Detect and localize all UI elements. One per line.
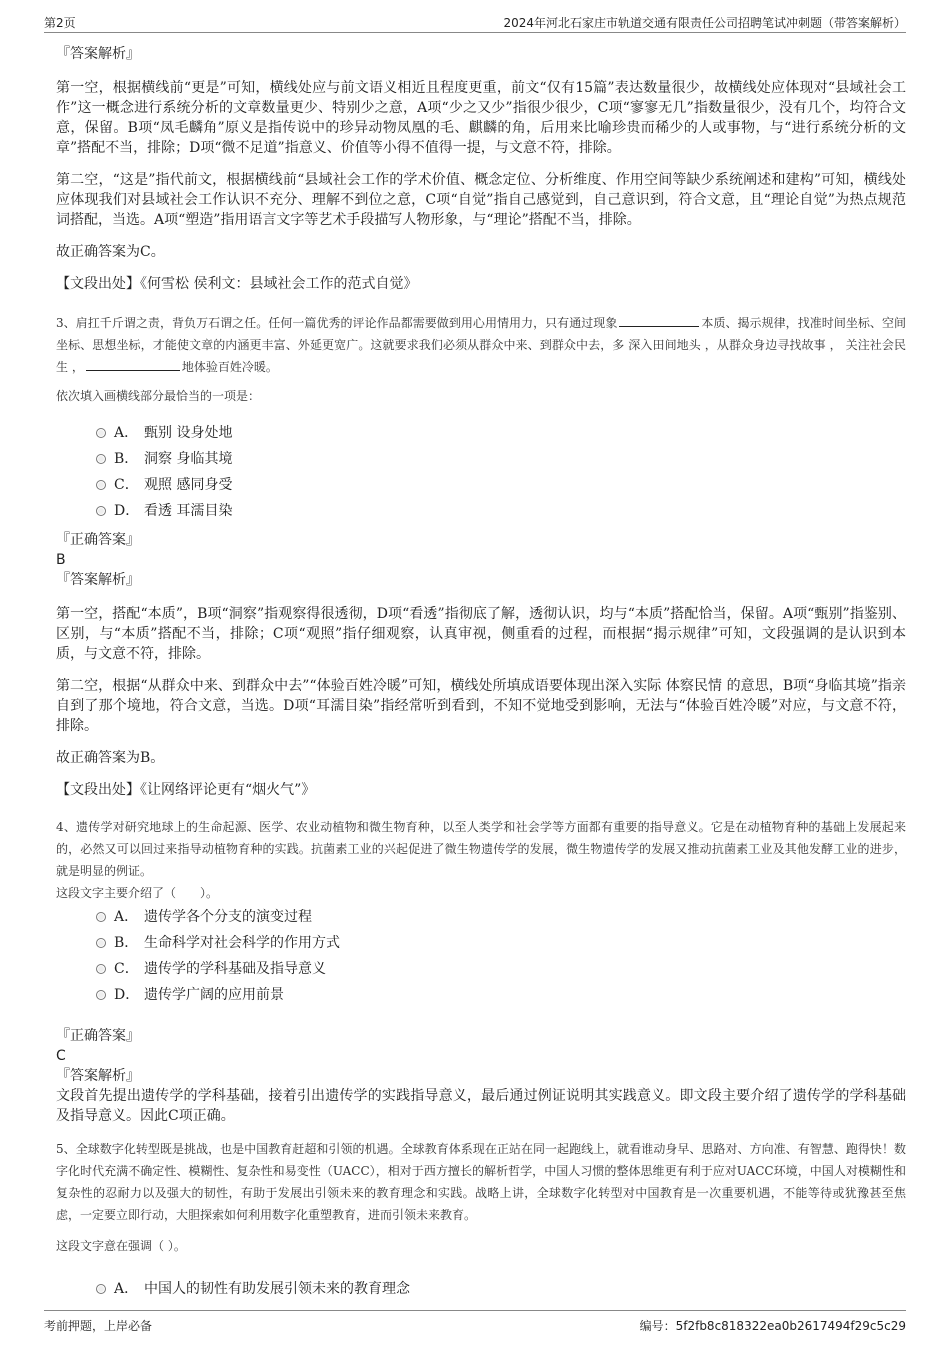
footer-slogan: 考前押题，上岸必备 <box>44 1319 153 1333</box>
option-text: 中国人的韧性有助发展引领未来的教育理念 <box>144 1281 410 1297</box>
page-number: 第2页 <box>44 16 76 30</box>
option-text: 遗传学的学科基础及指导意义 <box>144 961 326 977</box>
option-letter: D． <box>114 503 140 519</box>
document-title: 2024年河北石家庄市轨道交通有限责任公司招聘笔试冲刺题（带答案解析） <box>503 16 906 30</box>
document-code: 编号：5f2fb8c818322ea0b2617494f29c5c29 <box>639 1319 906 1333</box>
radio-icon[interactable] <box>96 480 106 490</box>
option-text: 遗传学各个分支的演变过程 <box>144 909 312 925</box>
fill-blank <box>86 358 180 371</box>
option-item[interactable] <box>96 982 906 1008</box>
radio-icon[interactable] <box>96 454 106 464</box>
option-letter: A． <box>114 1281 139 1297</box>
option-text: 生命科学对社会科学的作用方式 <box>144 935 340 951</box>
question-prompt: 这段文字意在强调（ ）。 <box>56 1239 186 1253</box>
analysis-paragraph: 第一空，根据横线前“更是”可知，横线处应与前文语义相近且程度更重，前文“仅有15篇”表达数量很少，故横线处应体现对“县域社会工作”这一概念进行系统分析的文章数量更少、特别少之意，A项“少之又少”指很少很少，C项“寥寥无几”指数量很少，没有几个，均符合文意，保留。B项“凤毛麟角”原义是指传说中的珍异动物凤凰的毛、麒麟的角，后用来比喻珍贵而稀少的人或事物，与“进行系统分析的文章”搭配不当，排除；D项“微不足道”指意义、价值等小得不值得一提，与文意不符，排除。 <box>56 80 906 156</box>
option-item[interactable] <box>96 446 906 472</box>
analysis-paragraph: 第二空，“这是”指代前文，根据横线前“县域社会工作的学术价值、概念定位、分析维度、作用空间等缺少系统阐述和建构”可知，横线处应体现我们对县域社会工作认识不充分、理解不到位之意，C项“自觉”指自己感觉到，自己意识到，符合文意，且“理论自觉”为热点规范词搭配，当选。A项“塑造”指用语言文字等艺术手段描写人物形象，与“理论”搭配不当，排除。 <box>56 172 906 228</box>
analysis-label: 『答案解析』 <box>56 572 140 588</box>
radio-icon[interactable] <box>96 990 106 1000</box>
option-letter: C． <box>114 477 139 493</box>
fill-blank <box>619 314 699 327</box>
radio-icon[interactable] <box>96 964 106 974</box>
question-text-part: 本质、揭示规律，找准时间坐标、空间坐标、思想坐标，才能使文章的内涵更丰富、外延更宽广。这就要求我们必须从群众中来、到群众中去，多 深入田间地头 ，从群众身边寻找故事 ， 关注社会民生 ， <box>56 316 906 374</box>
option-item[interactable] <box>96 498 906 524</box>
analysis-conclusion: 故正确答案为B。 <box>56 750 165 766</box>
options-list <box>96 420 906 524</box>
question-prompt: 依次填入画横线部分最恰当的一项是： <box>56 389 261 403</box>
option-item[interactable] <box>96 1276 906 1302</box>
answer-label: 『正确答案』 <box>56 532 140 548</box>
question-text: 5、全球数字化转型既是挑战，也是中国教育赶超和引领的机遇。全球教育体系现在正站在同一起跑线上，就看谁动身早、思路对、方向准、有智慧、跑得快！数字化时代充满不确定性、模糊性、复杂性和易变性（UACC），相对于西方擅长的解析哲学，中国人习惯的整体思维更有利于应对UACC环境，中国人对模糊性和复杂性的忍耐力以及强大的韧性，有助于发展出引领未来的教育理念和实践。战略上讲，全球数字化转型对中国教育是一次重要机遇，不能等待或犹豫甚至焦虑，一定要立即行动，大胆探索如何利用数字化重塑教育，进而引领未来教育。 <box>56 1142 906 1222</box>
radio-icon[interactable] <box>96 506 106 516</box>
option-item[interactable] <box>96 904 906 930</box>
option-text: 洞察 身临其境 <box>144 451 233 467</box>
radio-icon[interactable] <box>96 428 106 438</box>
option-letter: B． <box>114 935 139 951</box>
option-item[interactable] <box>96 420 906 446</box>
analysis-paragraph: 第一空，搭配“本质”，B项“洞察”指观察得很透彻，D项“看透”指彻底了解，透彻认识，均与“本质”搭配恰当，保留。A项“甄别”指鉴别、区别，与“本质”搭配不当，排除；C项“观照”指仔细观察，认真审视，侧重看的过程，而根据“揭示规律”可知，文段强调的是认识到本质，与文意不符，排除。 <box>56 606 906 662</box>
option-letter: A． <box>114 909 139 925</box>
radio-icon[interactable] <box>96 938 106 948</box>
question-text-part: 地体验百姓冷暖。 <box>181 360 278 374</box>
source-citation: 【文段出处】《让网络评论更有“烟火气”》 <box>56 782 316 798</box>
radio-icon[interactable] <box>96 912 106 922</box>
question-text <box>56 312 906 378</box>
option-letter: D． <box>114 987 140 1003</box>
answer-label: 『正确答案』 <box>56 1028 140 1044</box>
option-text: 甄别 设身处地 <box>144 425 233 441</box>
option-letter: B． <box>114 451 139 467</box>
option-item[interactable] <box>96 930 906 956</box>
analysis-paragraph: 文段首先提出遗传学的学科基础，接着引出遗传学的实践指导意义，最后通过例证说明其实践意义。即文段主要介绍了遗传学的学科基础及指导意义。因此C项正确。 <box>56 1088 906 1124</box>
question-text-part: 3、肩扛千斤谓之责，背负万石谓之任。任何一篇优秀的评论作品都需要做到用心用情用力，只有通过现象 <box>56 316 618 330</box>
options-list <box>96 904 906 1008</box>
question-prompt: 这段文字主要介绍了（ ）。 <box>56 886 219 900</box>
correct-answer: B <box>56 552 66 568</box>
source-citation: 【文段出处】《何雪松 侯利文：县域社会工作的范式自觉》 <box>56 276 418 292</box>
option-item[interactable] <box>96 472 906 498</box>
question-text: 4、遗传学对研究地球上的生命起源、医学、农业动植物和微生物育种，以至人类学和社会学等方面都有重要的指导意义。它是在动植物育种的基础上发展起来的，必然又可以回过来指导动植物育种的实践。抗菌素工业的兴起促进了微生物遗传学的发展，微生物遗传学的发展又推动抗菌素工业及其他发酵工业的进步，就是明显的例证。 <box>56 820 906 878</box>
analysis-conclusion: 故正确答案为C。 <box>56 244 165 260</box>
option-letter: A． <box>114 425 139 441</box>
option-text: 看透 耳濡目染 <box>144 503 233 519</box>
analysis-label: 『答案解析』 <box>56 46 140 62</box>
options-list <box>96 1276 906 1302</box>
option-letter: C． <box>114 961 139 977</box>
analysis-paragraph: 第二空，根据“从群众中来、到群众中去”“体验百姓冷暖”可知，横线处所填成语要体现出深入实际 体察民情 的意思，B项“身临其境”指亲自到了那个境地，符合文意，当选。D项“耳濡目染”指经常听到看到，不知不觉地受到影响，无法与“体验百姓冷暖”对应，与文意不符，排除。 <box>56 678 906 734</box>
option-text: 遗传学广阔的应用前景 <box>144 987 284 1003</box>
radio-icon[interactable] <box>96 1284 106 1294</box>
page-header <box>44 10 906 33</box>
option-item[interactable] <box>96 956 906 982</box>
page-footer <box>44 1310 906 1335</box>
analysis-label: 『答案解析』 <box>56 1068 140 1084</box>
page-content <box>56 44 906 1302</box>
correct-answer: C <box>56 1048 66 1064</box>
option-text: 观照 感同身受 <box>144 477 233 493</box>
